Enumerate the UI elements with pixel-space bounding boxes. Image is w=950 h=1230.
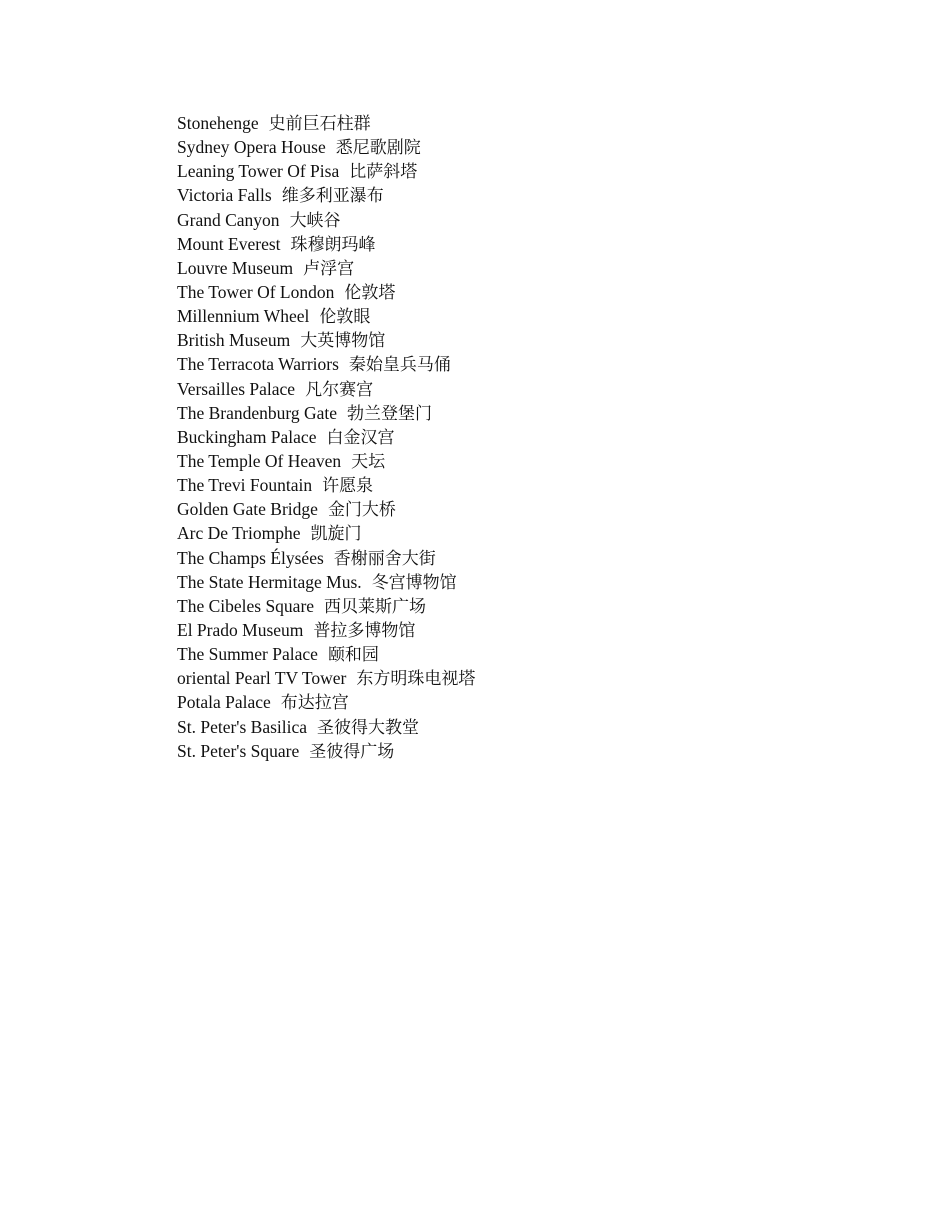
chinese-name: 香榭丽舍大街 (333, 548, 436, 569)
chinese-name: 普拉多博物馆 (313, 620, 416, 641)
chinese-name: 维多利亚瀑布 (281, 186, 384, 207)
english-name: St. Peter's Square (177, 740, 300, 761)
list-item (177, 401, 475, 425)
chinese-name: 凯旋门 (310, 524, 362, 545)
chinese-name: 东方明珠电视塔 (356, 669, 476, 690)
english-name: Millennium Wheel (177, 306, 310, 327)
list-item (177, 449, 475, 473)
english-name: The Terracota Warriors (177, 354, 339, 375)
landmark-list (177, 111, 475, 763)
list-item (177, 111, 475, 135)
english-name: The State Hermitage Mus. (177, 571, 362, 592)
chinese-name: 史前巨石柱群 (268, 114, 371, 134)
list-item (177, 739, 475, 763)
chinese-name: 大峡谷 (289, 210, 341, 231)
english-name: Louvre Museum (177, 257, 294, 278)
list-item (177, 521, 475, 545)
list-item (177, 425, 475, 449)
english-name: Sydney Opera House (177, 137, 326, 158)
english-name: Arc De Triomphe (177, 523, 301, 544)
chinese-name: 伦敦塔 (344, 282, 396, 303)
chinese-name: 比萨斜塔 (349, 162, 418, 183)
english-name: Versailles Palace (177, 378, 296, 399)
chinese-name: 悉尼歌剧院 (335, 138, 421, 159)
chinese-name: 颐和园 (327, 645, 379, 666)
english-name: The Trevi Fountain (177, 475, 313, 496)
english-name: British Museum (177, 330, 291, 351)
list-item (177, 304, 475, 328)
list-item (177, 715, 475, 739)
list-item (177, 497, 475, 521)
chinese-name: 卢浮宫 (303, 258, 355, 279)
english-name: The Temple Of Heaven (177, 450, 342, 471)
english-name: Victoria Falls (177, 185, 272, 206)
chinese-name: 许愿泉 (322, 476, 374, 497)
english-name: Leaning Tower Of Pisa (177, 161, 340, 182)
chinese-name: 白金汉宫 (326, 427, 395, 448)
list-item (177, 183, 475, 207)
chinese-name: 珠穆朗玛峰 (290, 234, 376, 255)
english-name: The Champs Élysées (177, 547, 324, 568)
english-name: Stonehenge (177, 113, 259, 133)
list-item (177, 256, 475, 280)
chinese-name: 金门大桥 (327, 500, 396, 521)
chinese-name: 凡尔赛宫 (305, 379, 374, 400)
list-item (177, 642, 475, 666)
list-item (177, 690, 475, 714)
english-name: The Cibeles Square (177, 595, 315, 616)
english-name: St. Peter's Basilica (177, 716, 308, 737)
list-item (177, 208, 475, 232)
chinese-name: 大英博物馆 (300, 331, 386, 352)
list-item (177, 159, 475, 183)
list-item (177, 666, 475, 690)
english-name: Potala Palace (177, 692, 271, 713)
list-item (177, 594, 475, 618)
list-item (177, 377, 475, 401)
list-item (177, 546, 475, 570)
chinese-name: 天坛 (351, 451, 386, 472)
english-name: The Tower Of London (177, 281, 335, 302)
list-item (177, 352, 475, 376)
list-item (177, 618, 475, 642)
chinese-name: 秦始皇兵马俑 (348, 355, 451, 376)
english-name: Mount Everest (177, 233, 281, 254)
chinese-name: 圣彼得大教堂 (317, 717, 420, 738)
chinese-name: 布达拉宫 (280, 693, 349, 714)
list-item (177, 570, 475, 594)
list-item (177, 473, 475, 497)
english-name: Golden Gate Bridge (177, 499, 318, 520)
list-item (177, 280, 475, 304)
english-name: Buckingham Palace (177, 426, 317, 447)
list-item (177, 232, 475, 256)
english-name: The Summer Palace (177, 644, 318, 665)
english-name: El Prado Museum (177, 619, 304, 640)
chinese-name: 勃兰登堡门 (347, 403, 433, 424)
english-name: Grand Canyon (177, 209, 280, 230)
chinese-name: 圣彼得广场 (309, 741, 395, 762)
chinese-name: 西贝莱斯广场 (324, 596, 427, 617)
list-item (177, 328, 475, 352)
english-name: The Brandenburg Gate (177, 402, 338, 423)
list-item (177, 135, 475, 159)
chinese-name: 伦敦眼 (319, 307, 371, 328)
chinese-name: 冬宫博物馆 (371, 572, 457, 593)
english-name: oriental Pearl TV Tower (177, 668, 347, 689)
